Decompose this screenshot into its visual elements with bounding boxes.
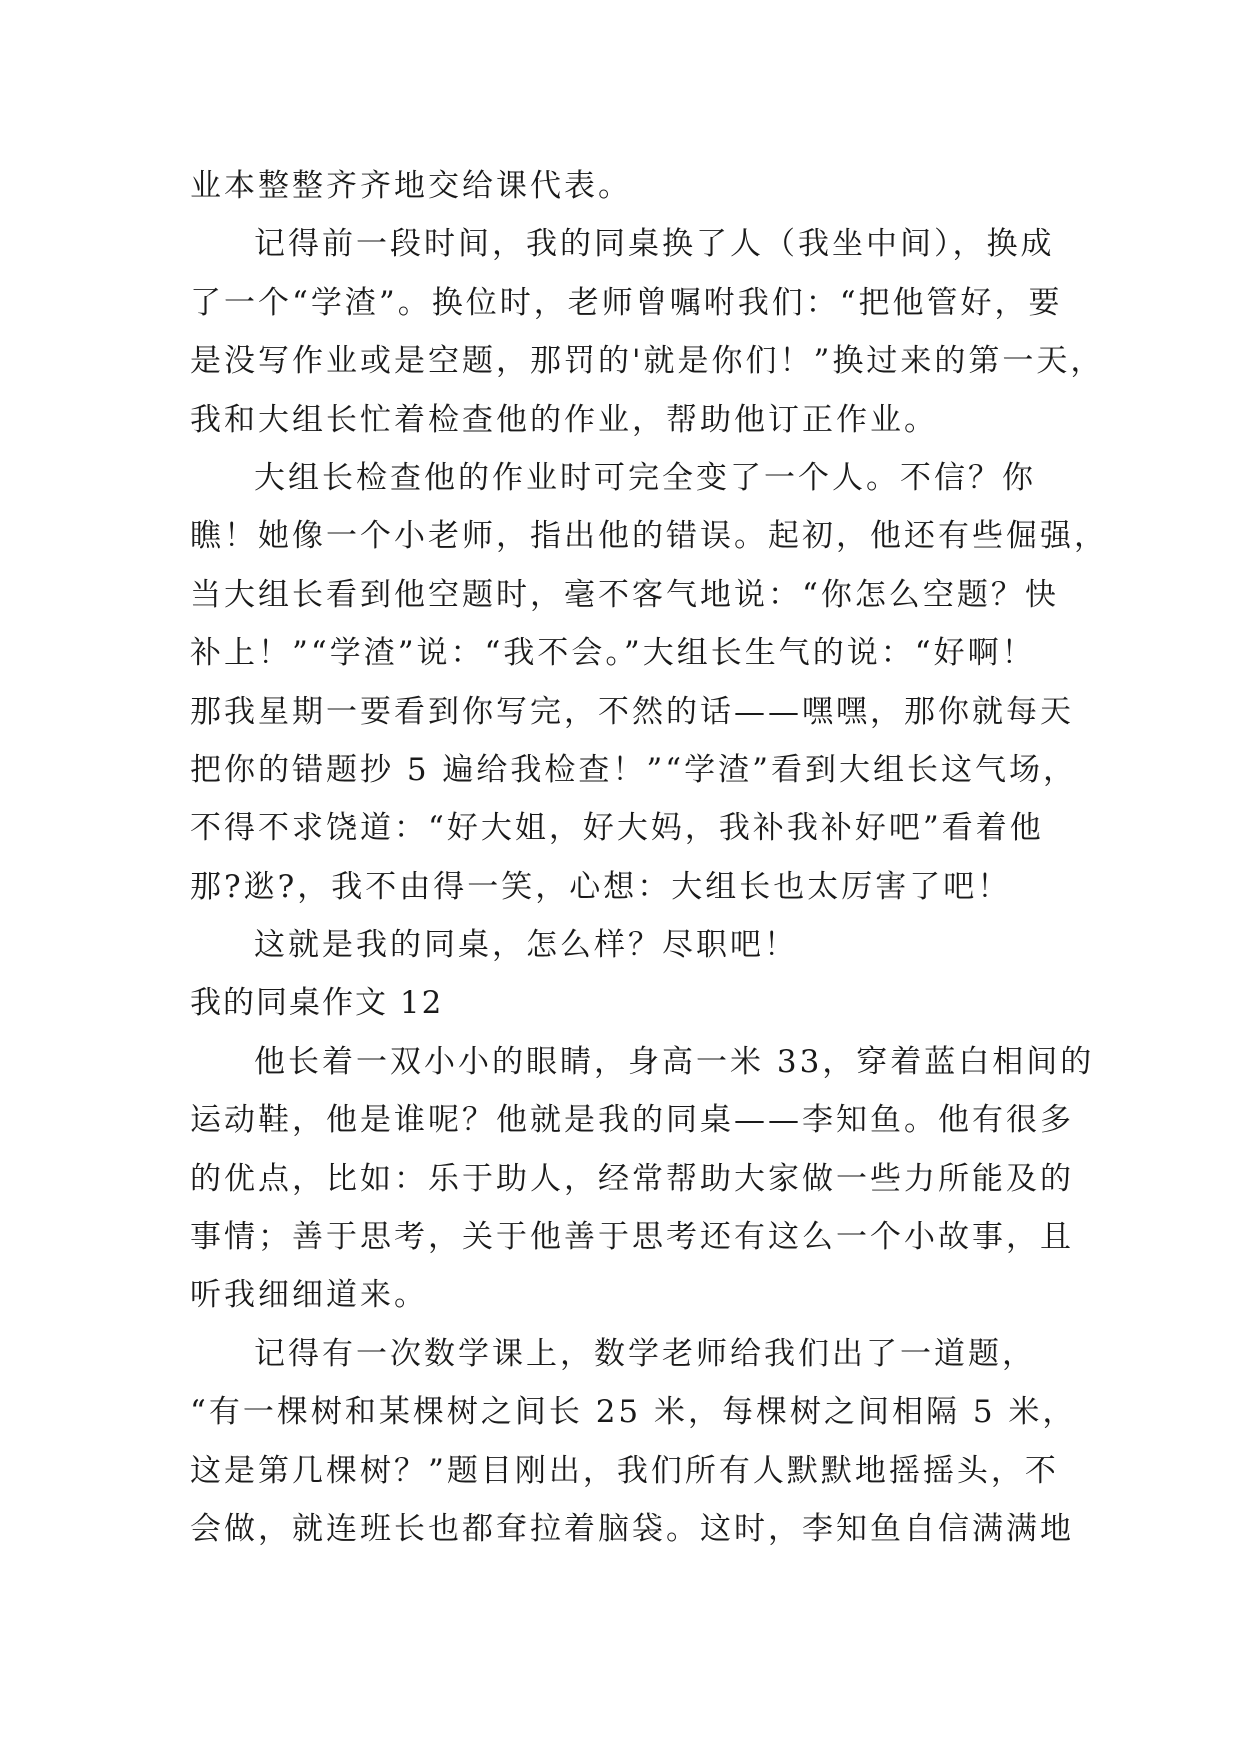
text-line: 把你的错题抄 5 遍给我检查！”“学渣”看到大组长这气场， [190,751,1077,788]
text-line: 了一个“学渣”。换位时，老师曾嘱咐我们：“把他管好，要 [190,284,1063,321]
section-heading: 我的同桌作文 12 [190,985,444,1022]
text-line: 这是第几棵树？”题目刚出，我们所有人默默地摇摇头，不 [190,1452,1059,1489]
text-line: “有一棵树和某棵树之间长 25 米，每棵树之间相隔 5 米， [190,1394,1077,1431]
document-body [190,157,1108,1558]
text-line: 大组长检查他的作业时可完全变了一个人。不信？你 [254,459,1036,496]
text-line: 听我细细道来。 [190,1277,428,1314]
text-line: 瞧！她像一个小老师，指出他的错误。起初，他还有些倔强， [190,518,1108,555]
text-line: 的优点，比如：乐于助人，经常帮助大家做一些力所能及的 [190,1160,1074,1197]
text-line: 当大组长看到他空题时，毫不客气地说：“你怎么空题？快 [190,576,1059,613]
text-line: 业本整整齐齐地交给课代表。 [190,168,632,204]
text-line: 记得有一次数学课上，数学老师给我们出了一道题， [254,1335,1036,1372]
text-line: 那我星期一要看到你写完，不然的话——嘿嘿，那你就每天 [190,693,1074,730]
text-line: 会做，就连班长也都耷拉着脑袋。这时，李知鱼自信满满地 [190,1510,1074,1547]
text-line: 是没写作业或是空题，那罚的'就是你们！”换过来的第一天， [190,343,1105,380]
text-line: 运动鞋，他是谁呢？他就是我的同桌——李知鱼。他有很多 [190,1102,1074,1139]
text-line: 他长着一双小小的眼睛，身高一米 33，穿着蓝白相间的 [254,1043,1095,1080]
text-line: 我和大组长忙着检查他的作业，帮助他订正作业。 [190,401,938,438]
text-line: 那?逖?，我不由得一笑，心想：大组长也太厉害了吧！ [190,868,1012,905]
text-line: 记得前一段时间，我的同桌换了人（我坐中间），换成 [254,226,1055,263]
text-line: 不得不求饶道：“好大姐，好大妈，我补我补好吧”看着他 [190,810,1044,847]
text-line: 这就是我的同桌，怎么样？尽职吧！ [254,927,798,964]
text-line: 事情；善于思考，关于他善于思考还有这么一个小故事，且 [190,1219,1074,1256]
text-line: 补上！”“学渣”说：“我不会。”大组长生气的说：“好啊！ [190,635,1036,672]
